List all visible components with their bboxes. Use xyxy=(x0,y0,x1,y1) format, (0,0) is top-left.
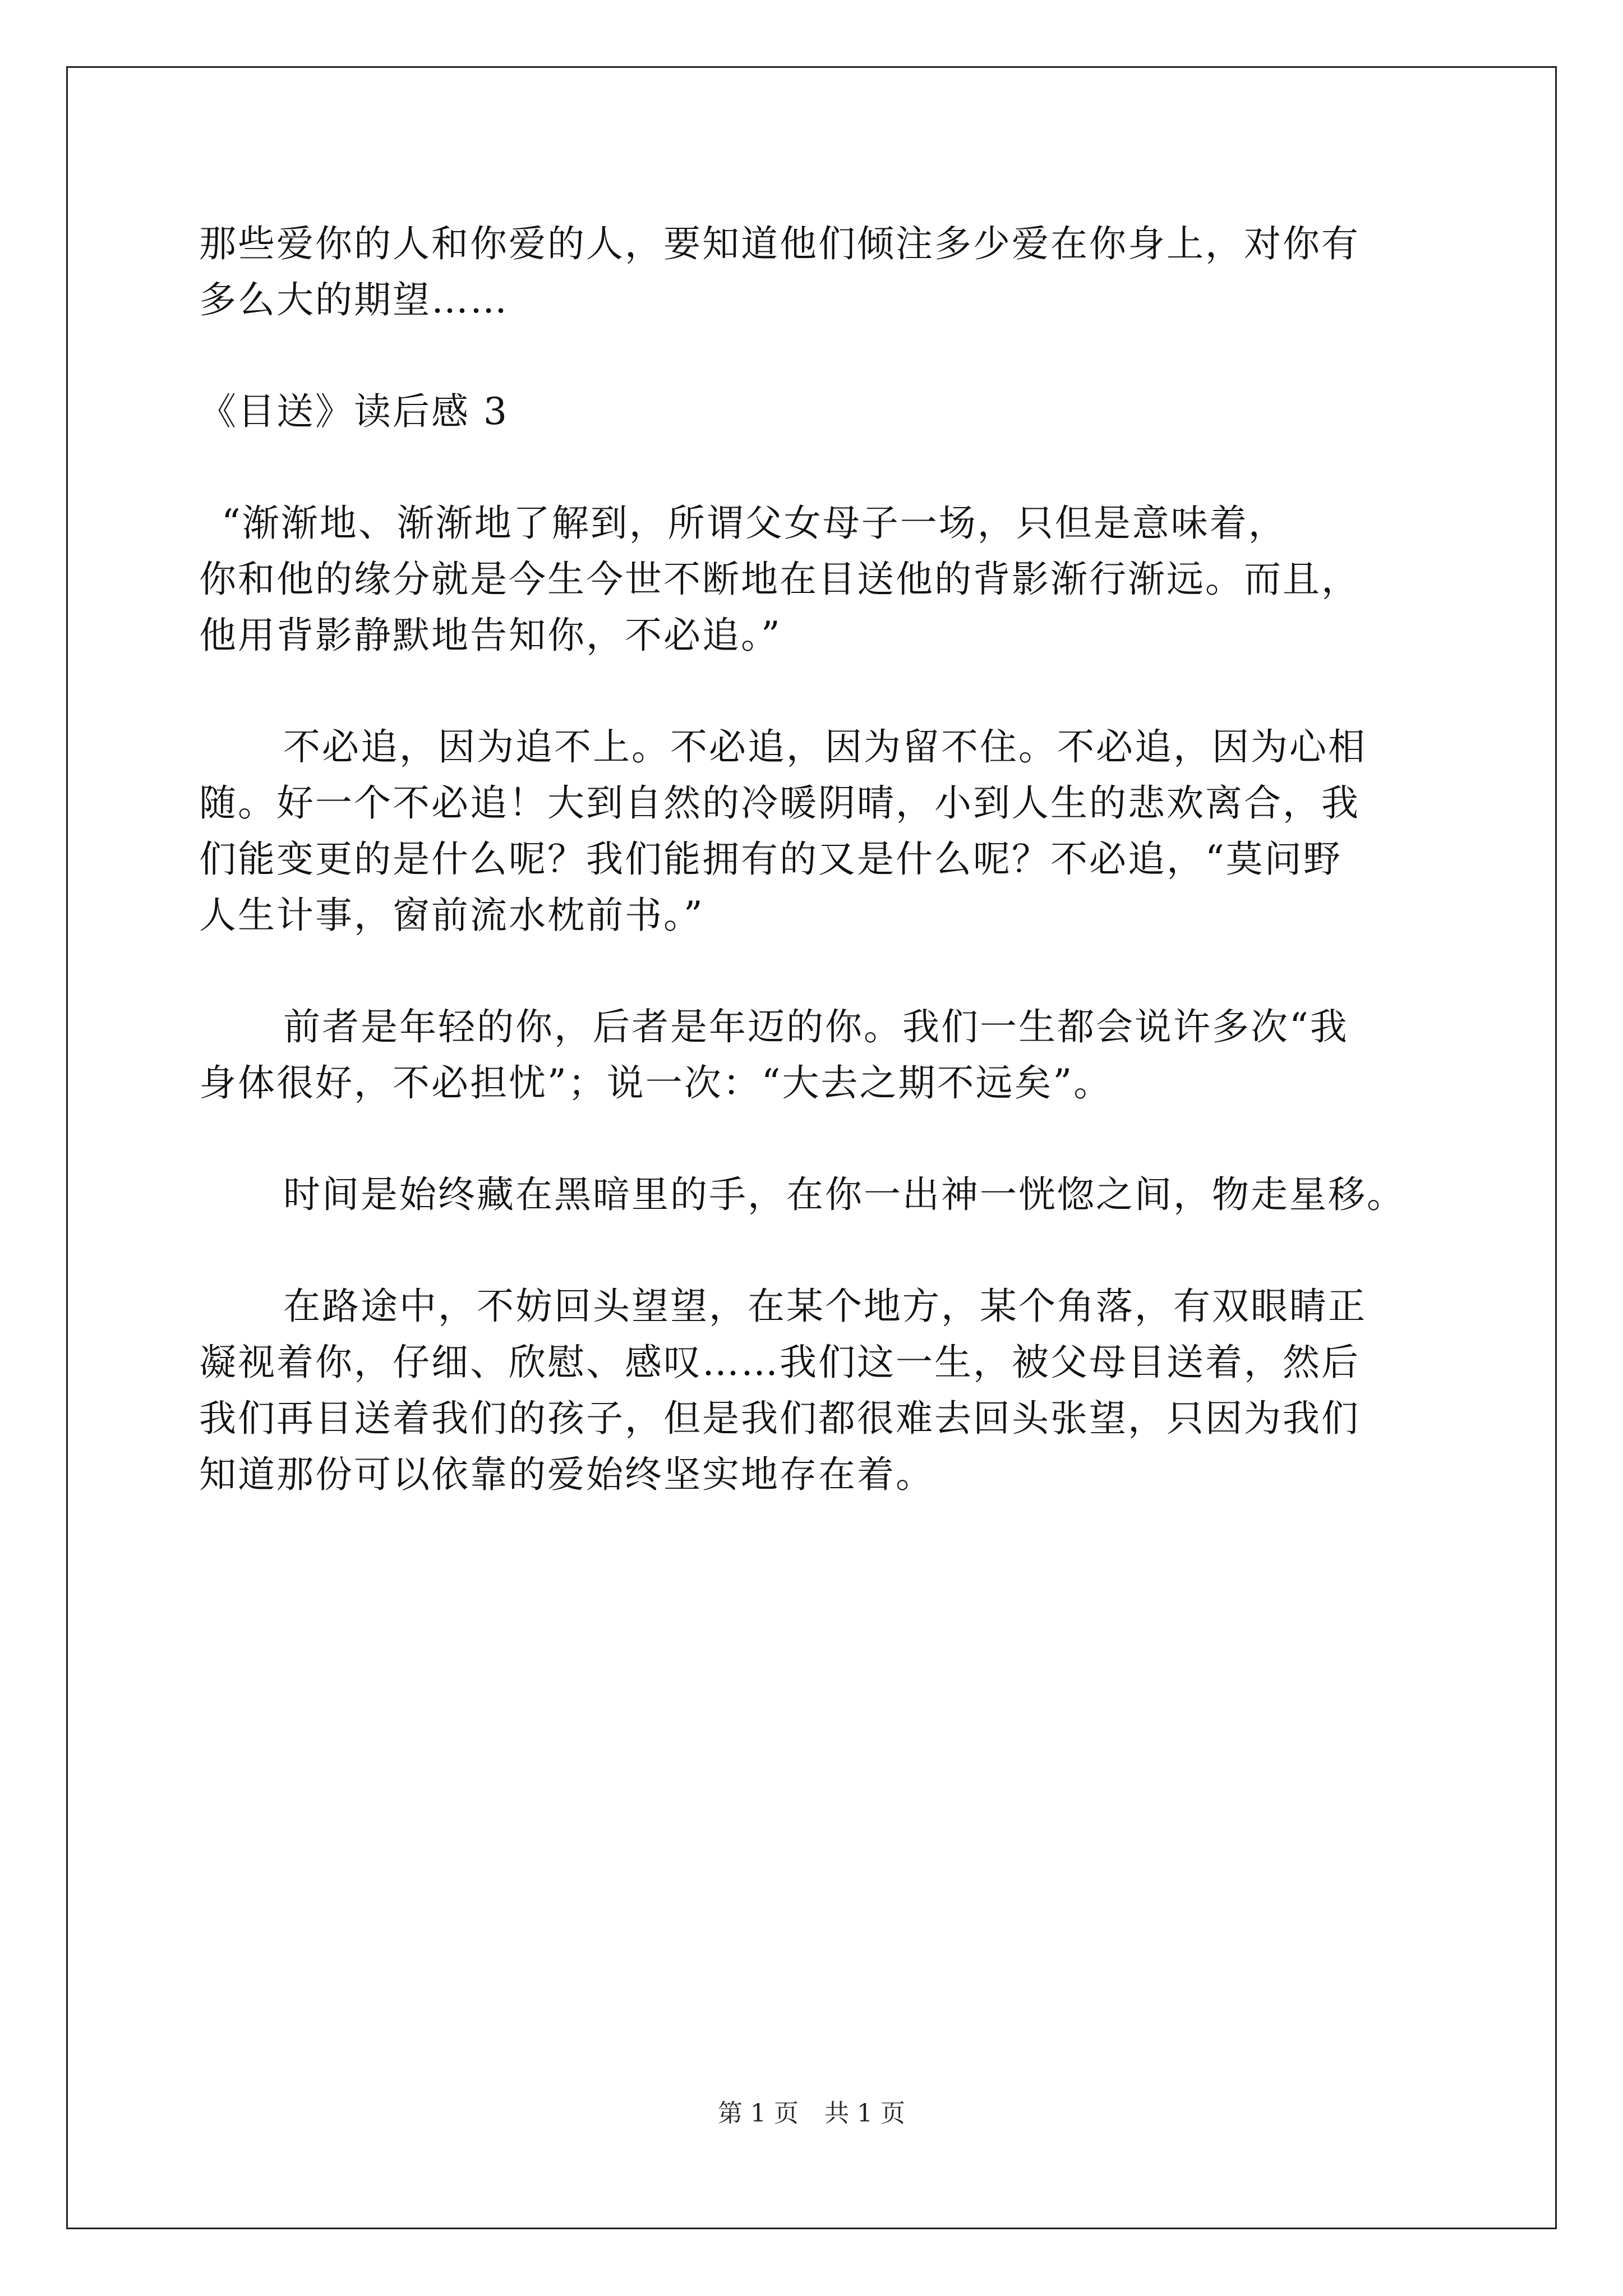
paragraph-6-line: 凝视着你，仔细、欣慰、感叹……我们这一生，被父母目送着，然后 xyxy=(199,1341,1360,1384)
paragraph-1-line: 多么大的期望…… xyxy=(199,278,509,321)
paragraph-3-line: 随。好一个不必追！大到自然的冷暖阴晴，小到人生的悲欢离合，我 xyxy=(199,781,1360,825)
paragraph-6-line: 知道那份可以依靠的爱始终坚实地存在着。 xyxy=(199,1453,934,1496)
paragraph-3-line: 人生计事，窗前流水枕前书。” xyxy=(199,894,704,937)
total-pages: 共 1 页 xyxy=(824,2099,905,2128)
paragraph-4-line: 前者是年轻的你，后者是年迈的你。我们一生都会说许多次“我 xyxy=(283,1005,1349,1048)
page-number: 第 1 页 xyxy=(718,2099,799,2128)
paragraph-2-line: 他用背影静默地告知你，不必追。” xyxy=(199,614,782,657)
document-body xyxy=(199,216,1427,1503)
paragraph-5-line: 时间是始终藏在黑暗里的手，在你一出神一恍惚之间，物走星移。 xyxy=(283,1173,1405,1216)
paragraph-2-line: 你和他的缘分就是今生今世不断地在目送他的背影渐行渐远。而且， xyxy=(199,558,1360,601)
section-heading-line: 《目送》读后感 3 xyxy=(199,390,509,433)
paragraph-2-line: “渐渐地、渐渐地了解到，所谓父女母子一场，只但是意味着， xyxy=(222,501,1287,545)
paragraph-6-line: 在路途中，不妨回头望望，在某个地方，某个角落，有双眼睛正 xyxy=(283,1285,1367,1328)
paragraph-4-line: 身体很好，不必担忧”；说一次：“大去之期不远矣”。 xyxy=(199,1061,1113,1105)
paragraph-3-line: 不必追，因为追不上。不必追，因为留不住。不必追，因为心相 xyxy=(283,725,1367,769)
paragraph-1-line: 那些爱你的人和你爱的人，要知道他们倾注多少爱在你身上，对你有 xyxy=(199,222,1360,265)
paragraph-3-line: 们能变更的是什么呢？我们能拥有的又是什么呢？不必追，“莫问野 xyxy=(199,838,1342,881)
paragraph-6-line: 我们再目送着我们的孩子，但是我们都很难去回头张望，只因为我们 xyxy=(199,1397,1360,1440)
page-footer xyxy=(0,2097,1623,2131)
